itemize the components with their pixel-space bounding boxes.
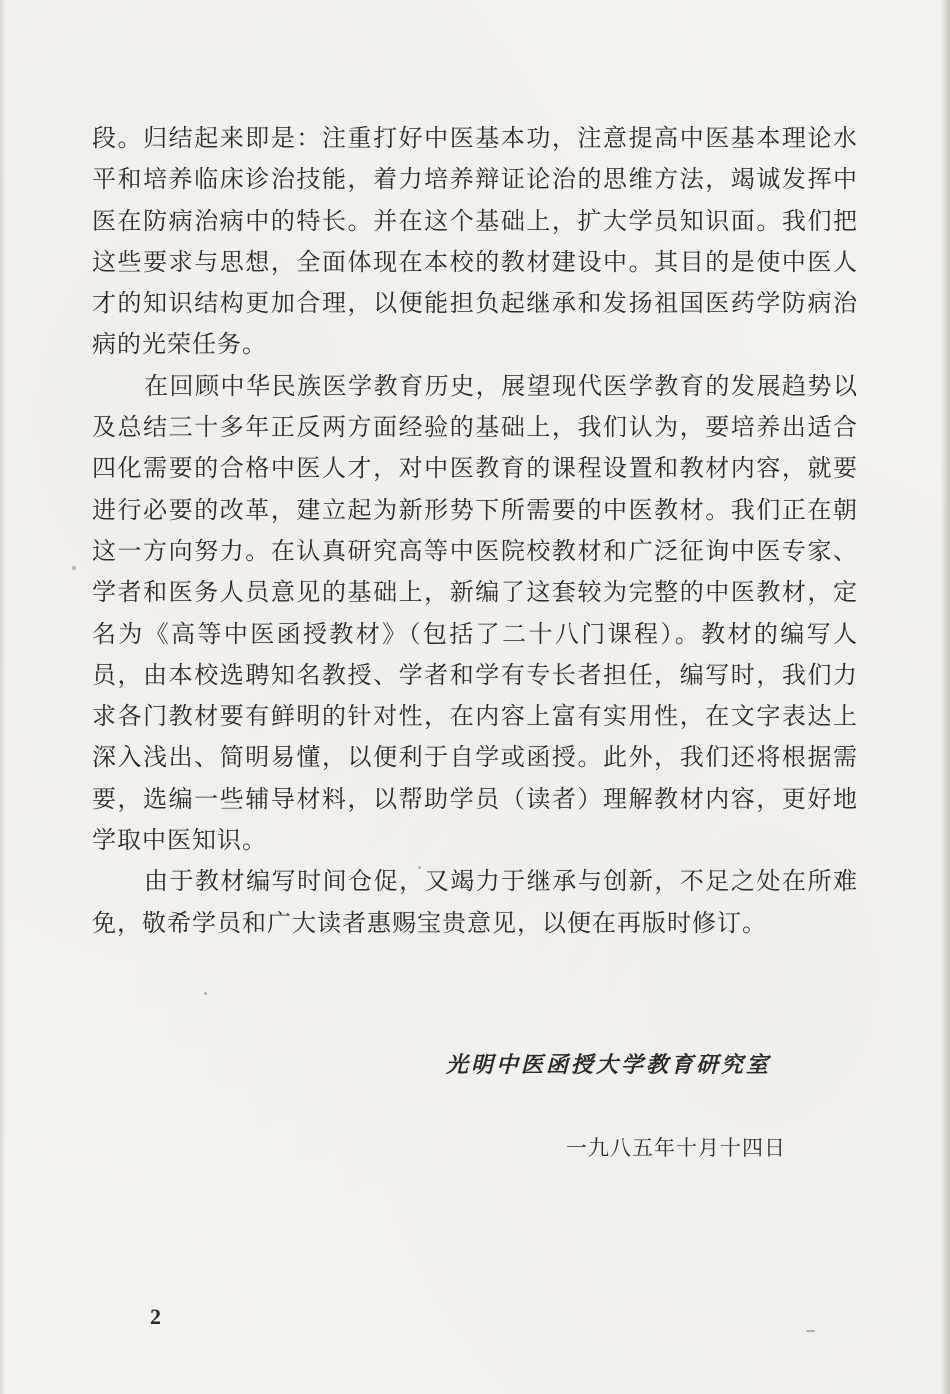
signature-date: 一九八五年十月十四日 — [566, 1136, 786, 1160]
paragraph-2: 在回顾中华民族医学教育历史，展望现代医学教育的发展趋势以及总结三十多年正反两方面经验的基础上，我们认为，要培养出适合四化需要的合格中医人才，对中医教育的课程设置和教材内容，就要进行必要的改革，建立起为新形势下所需要的中医教材。我们正在朝这一方向努力。在认真研究高等中医院校教材和广泛征询中医专家、学者和医务人员意见的基础上，新编了这套较为完整的中医教材，定名为《高等中医函授教材》（包括了二十八门课程）。教材的编写人员，由本校选聘知名教授、学者和学有专长者担任，编写时，我们力求各门教材要有鲜明的针对性，在内容上富有实用性，在文字表达上深入浅出、简明易懂，以便利于自学或函授。此外，我们还将根据需要，选编一些辅导材料，以帮助学员（读者）理解教材内容，更好地学取中医知识。 — [92, 371, 858, 855]
paragraph-3: 由于教材编写时间仓促，又竭力于继承与创新，不足之处在所难免，敬希学员和广大读者惠赐宝贵意见，以便在再版时修订。 — [92, 867, 858, 937]
page-right-shadow — [940, 0, 950, 1394]
paper-speck — [806, 1330, 815, 1332]
page-number: 2 — [150, 1304, 161, 1329]
body-text — [92, 118, 858, 944]
paragraph-1: 段。归结起来即是：注重打好中医基本功，注意提高中医基本理论水平和培养临床诊治技能，着力培养辩证论治的思维方法，竭诚发挥中医在防病治病中的特长。并在这个基础上，扩大学员知识面。我们把这些要求与思想，全面体现在本校的教材建设中。其目的是使中医人才的知识结构更加合理，以便能担负起继承和发扬祖国医药学防病治病的光荣任务。 — [92, 124, 858, 359]
page-left-shadow — [0, 0, 6, 1394]
paper-speck — [72, 566, 76, 570]
paper-speck — [204, 992, 207, 995]
signature-institution: 光明中医函授大学教育研究室 — [446, 1052, 772, 1078]
paper-speck — [418, 866, 421, 869]
